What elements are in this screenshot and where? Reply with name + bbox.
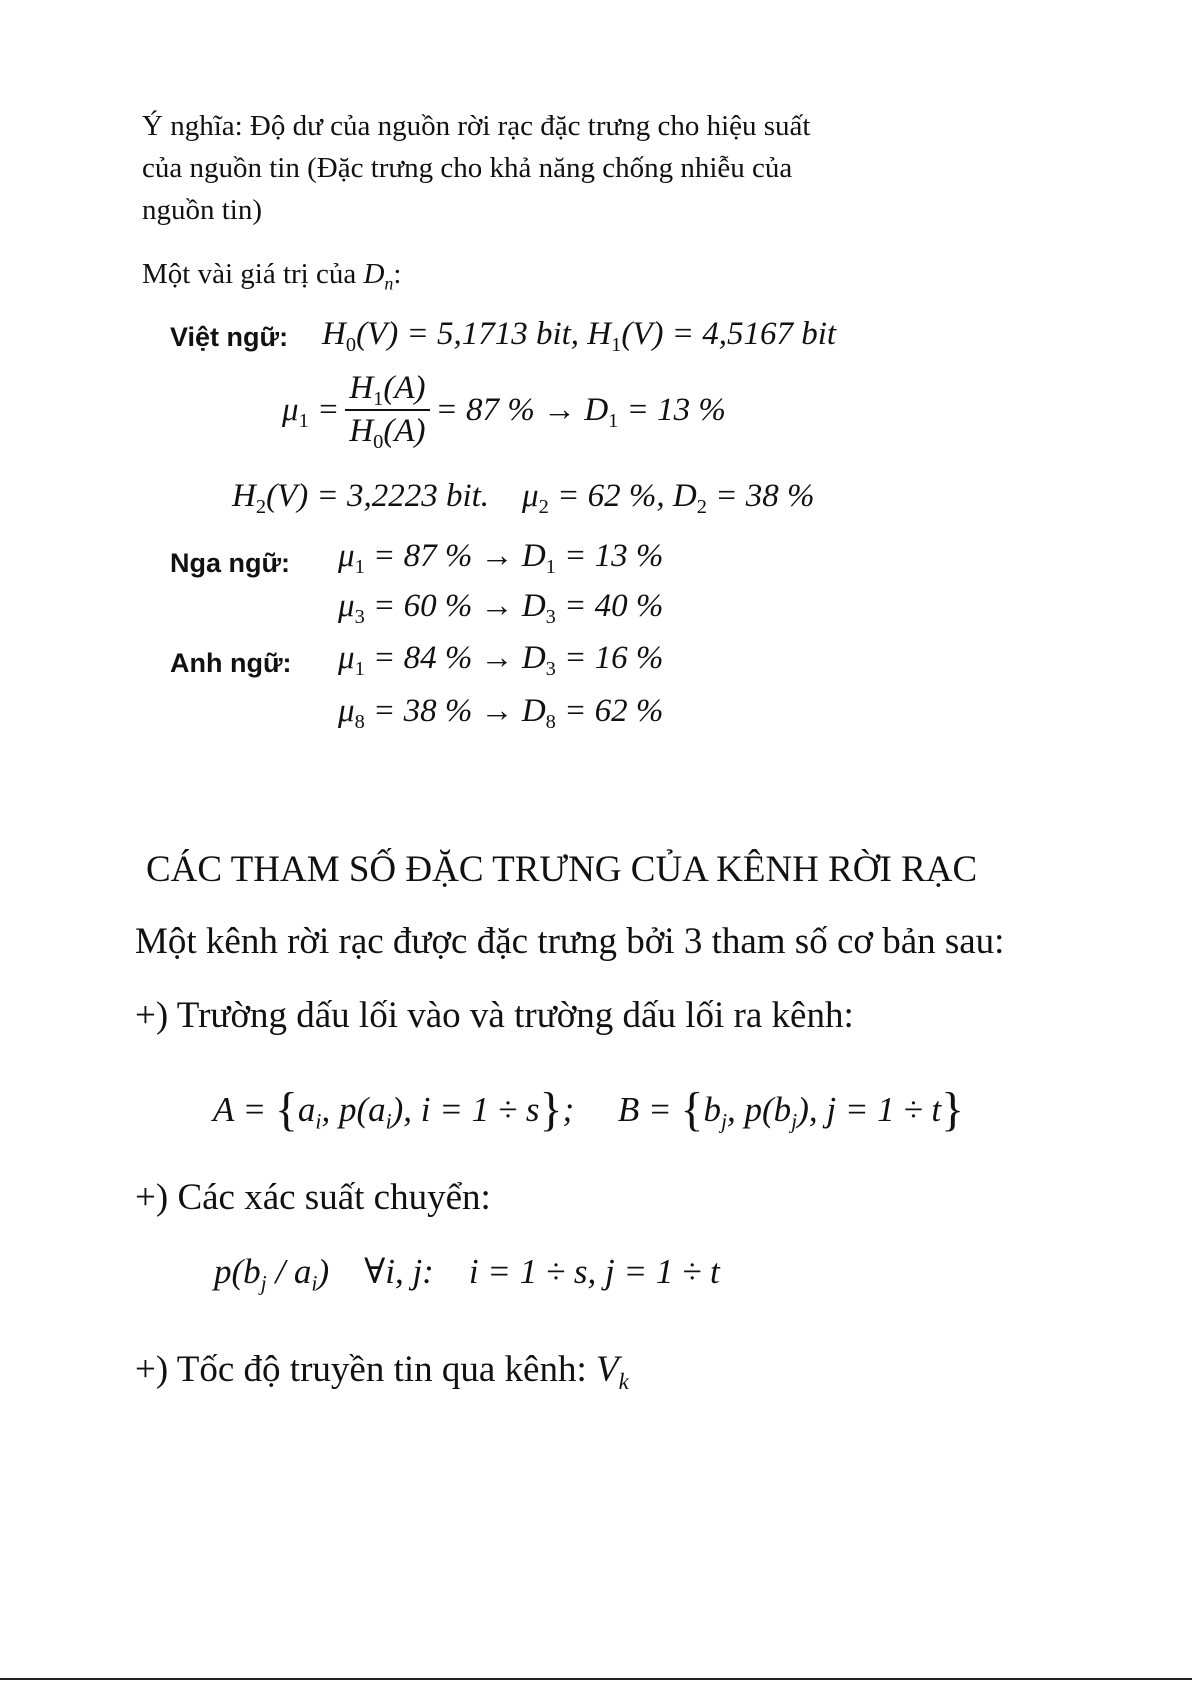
item-3 bbox=[135, 1348, 629, 1395]
intro-line-1: Ý nghĩa: Độ dư của nguồn rời rạc đặc trưng cho hiệu suất bbox=[142, 110, 811, 142]
formula-h0-h1: $H_0(V) = 5,1713$ bit, $H_1(V) = 4,5167$ bit bbox=[322, 316, 837, 357]
formula-anh-1: $\mu_1 = 84$ % → $D_3 = 16$ % bbox=[338, 640, 664, 681]
fraction: $\frac{H_1(A)}{H_0(A)}$ bbox=[345, 370, 429, 450]
section-intro: Một kênh rời rạc được đặc trưng bởi 3 tham số cơ bản sau: bbox=[135, 921, 1005, 962]
formula-mu1-fraction: $\mu_1$ = $\frac{H_1(A)}{H_0(A)}$ = 87 % → $D_1 = 13$ % bbox=[282, 370, 726, 454]
label-viet-ngu: Việt ngữ: bbox=[170, 322, 289, 352]
values-line bbox=[142, 252, 401, 296]
formula-transition: $p(b_j / a_i)$ ∀i, j: i = 1 ÷ s, j = 1 ÷ t bbox=[214, 1252, 720, 1296]
section-heading: CÁC THAM SỐ ĐẶC TRƯNG CỦA KÊNH RỜI RẠC bbox=[146, 849, 978, 890]
values-prefix: Một vài giá trị của bbox=[142, 258, 364, 290]
bottom-rule bbox=[0, 1678, 1192, 1680]
formula-nga-1: $\mu_1 = 87$ % → $D_1 = 13$ % bbox=[338, 538, 664, 579]
intro-line-2: của nguồn tin (Đặc trưng cho khả năng chống nhiễu của bbox=[142, 152, 793, 184]
values-symbol: D bbox=[363, 258, 385, 290]
formula-nga-2: $\mu_3 = 60$ % → $D_3 = 40$ % bbox=[338, 588, 664, 629]
item-2: +) Các xác suất chuyển: bbox=[135, 1177, 491, 1218]
label-anh-ngu: Anh ngữ: bbox=[170, 648, 292, 678]
item-3-sub: k bbox=[618, 1369, 629, 1395]
intro-line-3: nguồn tin) bbox=[142, 194, 263, 226]
formula-sets: $A = \{a_i$, $p(a_i)$, i = 1 ÷ s}; $B = \{b_j$, $p(b_j)$, j = 1 ÷ t} bbox=[213, 1083, 965, 1136]
values-suffix: : bbox=[393, 258, 402, 290]
item-3-text: +) Tốc độ truyền tin qua kênh: bbox=[135, 1349, 597, 1390]
item-3-symbol: V bbox=[596, 1349, 619, 1390]
formula-anh-2: $\mu_8 = 38$ % → $D_8 = 62$ % bbox=[338, 693, 664, 734]
label-nga-ngu: Nga ngữ: bbox=[170, 548, 291, 578]
item-1: +) Trường dấu lối vào và trường dấu lối ra kênh: bbox=[135, 995, 854, 1036]
values-sub: n bbox=[384, 273, 394, 294]
formula-h2: $H_2(V) = 3,2223$ bit. $\mu_2 = 62$ %, $D_2 = 38$ % bbox=[232, 478, 815, 519]
